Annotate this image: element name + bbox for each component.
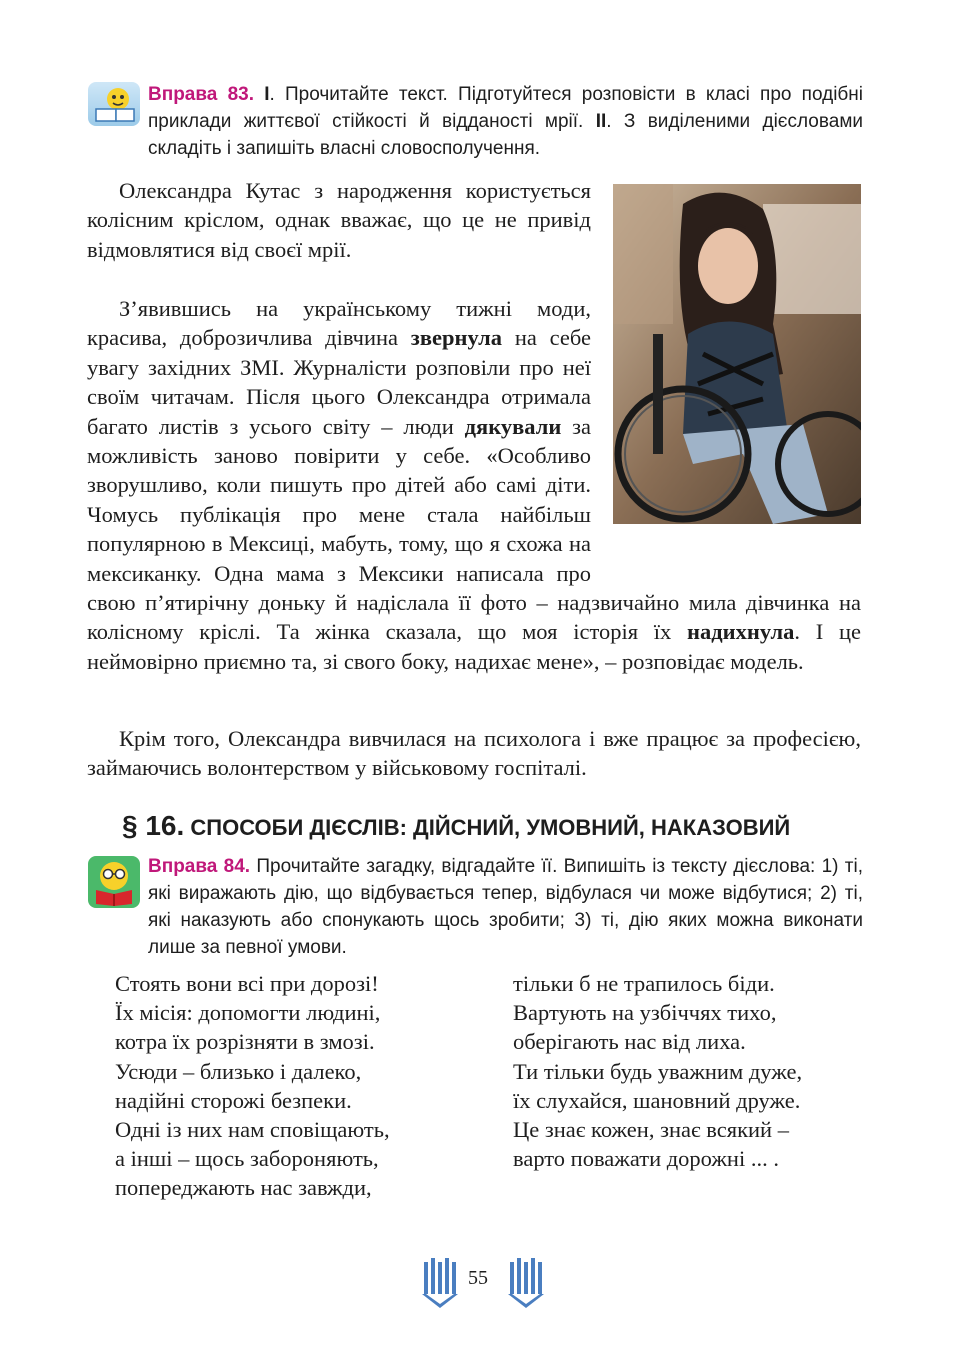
poem-right-column <box>513 969 802 1173</box>
poem-line: а інші – щось забороняють, <box>115 1146 379 1172</box>
poem-line: котра їх розрізняти в змозі. <box>115 1029 375 1055</box>
poem-line: їх слухайся, шановний друже. <box>513 1087 801 1113</box>
exercise-83-task <box>148 81 863 162</box>
poem-line: Це знає кожен, знає всякий – <box>513 1117 789 1143</box>
paragraph-2-text-g: . І це неймовірно приємно та, зі свого боку, надихає мене», – розповідає модель. <box>87 619 861 674</box>
paragraph-3-text: Крім того, Олександра вивчилася на психолога і вже працює за професією, займаючись волонтерством у військовому госпіталі. <box>87 726 861 781</box>
poem-line: Ти тільки будь уважним дуже, <box>513 1058 803 1084</box>
part-two-marker: ІІ <box>595 111 607 132</box>
exercise-83-icon <box>88 82 140 126</box>
exercise-83-label: Вправа 83. <box>148 84 255 105</box>
exercise-83-text-1: . Прочитайте текст. Підготуйтеся розповісти в класі про подібні приклади життєвої стійкості й відданості мрії. <box>148 84 864 132</box>
ornament-icon <box>420 1258 460 1310</box>
section-heading <box>122 810 790 842</box>
poem-line: Стоять вони всі при дорозі! <box>115 971 379 996</box>
exercise-84-icon <box>88 856 140 908</box>
poem-line: надійні сторожі безпеки. <box>115 1087 352 1113</box>
poem-line: Усюди – близько і далеко, <box>115 1058 362 1084</box>
footer-ornament-right <box>506 1258 546 1315</box>
paragraph-2-text-c: на себе увагу західних ЗМІ. Журналісти розповіли про неї своїм читачам. Після цього Олександра отримала багато листів з усього світу – люди <box>87 325 592 439</box>
sun-with-book-icon <box>88 856 140 908</box>
article-paragraph-3 <box>87 724 861 783</box>
poem-line: варто поважати дорожні ... . <box>513 1146 779 1172</box>
section-title: СПОСОБИ ДІЄСЛІВ: ДІЙСНИЙ, УМОВНИЙ, НАКАЗОВИЙ <box>190 815 791 840</box>
highlighted-verb-zvernula: звернула <box>410 325 503 351</box>
reading-sun-icon <box>88 82 140 126</box>
exercise-84-text: Прочитайте загадку, відгадайте її. Випишіть із тексту дієслова: 1) ті, які виражають дію, що відбувається тепер, відбулася чи може відбутися; 2) ті, які наказують або спонукають щось зробити; 3) ті, дію яких можна виконати лише за певної умови. <box>148 856 863 958</box>
poem-line: Вартують на узбіччях тихо, <box>513 1000 777 1026</box>
part-one-marker: І <box>264 84 270 105</box>
poem-line: Одні із них нам сповіщають, <box>115 1117 390 1143</box>
footer-ornament-left <box>420 1258 460 1315</box>
paragraph-2-text-a: З’явившись на українському тижні моди, красива, доброзичлива дівчина <box>87 296 591 351</box>
article-paragraph-2 <box>87 294 861 676</box>
exercise-84-task <box>148 853 863 961</box>
paragraph-2-text-e: за можливість заново повірити у себе. «Особливо зворушливо, коли пишуть про дітей або самі діти. Чомусь публікація про мене стала найбільш популярною в Мексиці, мабуть, тому, що я схожа на мексиканку. Одна мама з Мексики написала про свою п’ятирічну доньку й надіслала її фото – надзвичайно мила дівчинка на колісному кріслі. Та жінка сказала, що моя історія їх <box>87 413 861 645</box>
poem-line: Їх місія: допомогти людині, <box>115 1000 381 1026</box>
section-number: § 16. <box>122 810 185 841</box>
poem-line: тільки б не трапилось біди. <box>513 971 775 996</box>
poem-line: попереджають нас завжди, <box>115 1175 372 1201</box>
highlighted-verb-diakuvaly: дякували <box>464 413 562 439</box>
poem-left-column <box>115 969 390 1203</box>
exercise-84-label: Вправа 84. <box>148 856 251 877</box>
photo-float-spacer <box>591 294 861 564</box>
highlighted-verb-nadykhnula: надихнула <box>687 619 795 645</box>
ornament-icon <box>506 1258 546 1310</box>
paragraph-1-text: Олександра Кутас з народження користується колісним кріслом, однак вважає, що це не привід відмовлятися від своєї мрії. <box>87 178 591 262</box>
poem-line: оберігають нас від лиха. <box>513 1029 746 1055</box>
article-paragraph-1 <box>87 176 591 264</box>
page-number: 55 <box>468 1267 488 1289</box>
exercise-83-text-2: . З виділеними дієсловами складіть і запишіть власні словосполучення. <box>148 111 863 159</box>
